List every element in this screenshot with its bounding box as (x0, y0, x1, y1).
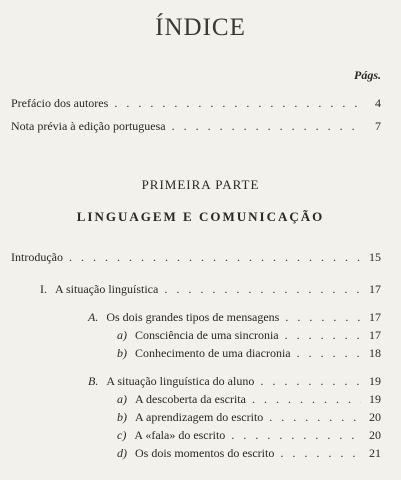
leader-dots (297, 346, 361, 361)
entry-page: 19 (369, 392, 381, 406)
leader-dots (280, 446, 361, 461)
entry-text: A situação linguística do aluno (106, 374, 255, 388)
toc-entry[interactable] (11, 96, 381, 112)
part-subtitle: LINGUAGEM E COMUNICAÇÃO (76, 209, 325, 224)
entry-text: A situação linguística (55, 282, 159, 296)
toc-entry[interactable] (117, 392, 381, 408)
leader-dots (164, 282, 361, 297)
entry-page: 17 (369, 328, 381, 342)
toc-entry[interactable] (117, 346, 381, 362)
leader-dots (114, 96, 361, 111)
entry-text: Prefácio dos autores (11, 96, 109, 110)
pages-column-label: Págs. (354, 68, 381, 82)
entry-page: 20 (369, 410, 381, 424)
entry-marker: B. (88, 374, 99, 388)
part-title: PRIMEIRA PARTE (141, 177, 260, 192)
entry-page: 17 (369, 310, 381, 324)
entry-text: Conhecimento de uma diacronia (135, 346, 291, 360)
entry-marker: A. (88, 310, 99, 324)
toc-entry[interactable] (11, 119, 381, 135)
leader-dots (252, 392, 361, 407)
entry-text: A «fala» do escrito (134, 428, 226, 442)
toc-entry[interactable] (117, 328, 381, 344)
toc-entry[interactable] (88, 310, 381, 326)
entry-page: 20 (369, 428, 381, 442)
leader-dots (69, 250, 361, 265)
entry-page: 7 (375, 119, 381, 133)
entry-marker: a) (117, 392, 127, 406)
entry-page: 18 (369, 346, 381, 360)
entry-page: 4 (375, 96, 381, 110)
toc-entry[interactable] (117, 410, 381, 426)
entry-text: Os dois momentos do escrito (135, 446, 275, 460)
entry-text: Nota prévia à edição portuguesa (11, 119, 166, 133)
entry-text: A descoberta da escrita (135, 392, 246, 406)
entry-page: 15 (369, 250, 381, 264)
entry-marker: b) (117, 346, 127, 360)
leader-dots (260, 374, 361, 389)
entry-page: 17 (369, 282, 381, 296)
entry-marker: a) (117, 328, 127, 342)
entry-marker: c) (117, 428, 127, 442)
toc-entry[interactable] (88, 374, 381, 390)
entry-text: Consciência de uma sincronia (135, 328, 279, 342)
entry-marker: I. (40, 282, 47, 296)
entry-marker: b) (117, 410, 127, 424)
entry-text: Os dois grandes tipos de mensagens (106, 310, 280, 324)
entry-page: 21 (369, 446, 381, 460)
entry-marker: d) (117, 446, 127, 460)
entry-text: Introdução (11, 250, 63, 264)
leader-dots (285, 310, 361, 325)
leader-dots (172, 119, 361, 134)
page-title: ÍNDICE (155, 14, 246, 41)
leader-dots (231, 428, 361, 443)
leader-dots (285, 328, 361, 343)
toc-entry[interactable] (40, 282, 381, 298)
entry-page: 19 (369, 374, 381, 388)
toc-entry[interactable] (117, 446, 381, 462)
toc-entry[interactable] (117, 428, 381, 444)
leader-dots (269, 410, 361, 425)
entry-text: A aprendizagem do escrito (135, 410, 264, 424)
toc-entry[interactable] (11, 250, 381, 266)
